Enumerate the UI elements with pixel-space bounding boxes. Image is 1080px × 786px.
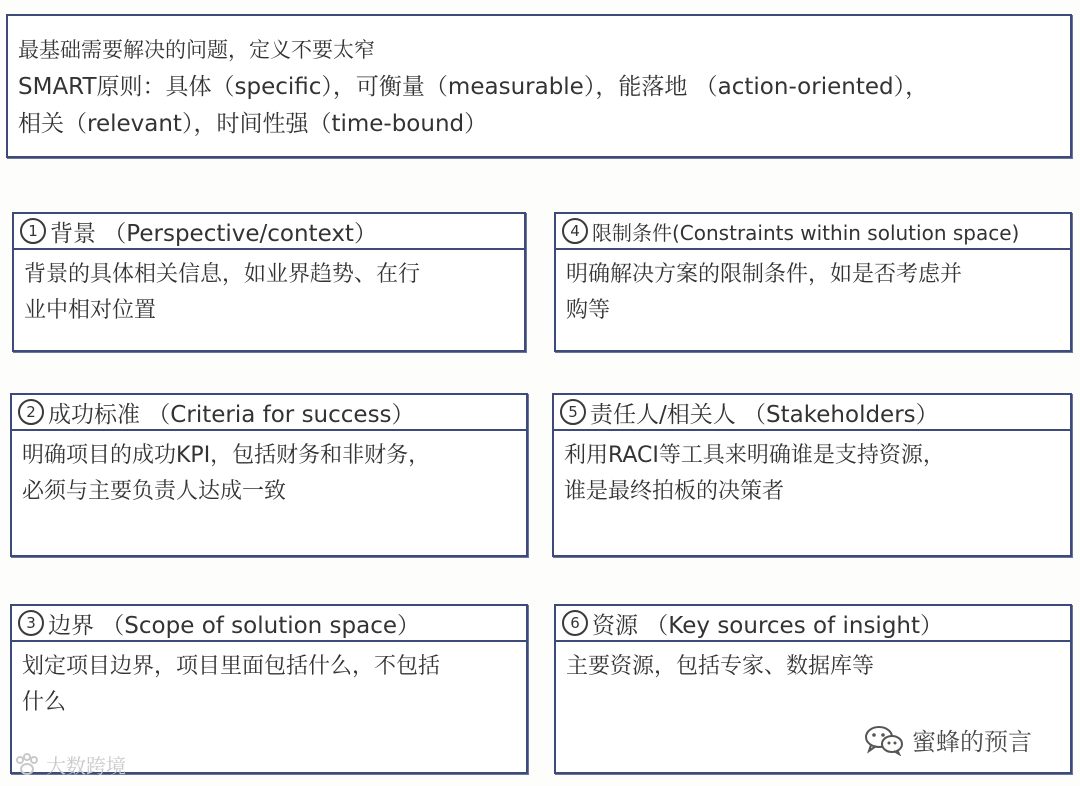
circled-number: 2 — [18, 399, 44, 425]
header-line-1: 最基础需要解决的问题，定义不要太窄 — [18, 38, 375, 62]
circled-number: 5 — [560, 399, 586, 425]
card-title: 成功标准 （Criteria for success） — [48, 401, 415, 428]
card-title: 资源 （Key sources of insight） — [592, 612, 944, 639]
card-body-line: 明确项目的成功KPI，包括财务和非财务， — [22, 443, 431, 468]
card-header — [12, 395, 526, 431]
card-title: 背景 （Perspective/context） — [50, 220, 377, 247]
card-body — [556, 250, 1070, 329]
card-body — [12, 431, 526, 510]
card-body-line: 利用RACI等工具来明确谁是支持资源， — [564, 443, 945, 468]
header-line-2: SMART原则：具体（specific），可衡量（measurable），能落地 （action-oriented）， — [18, 74, 929, 100]
card-body — [556, 642, 1070, 685]
card-constraints — [554, 212, 1072, 352]
card-stakeholders — [552, 393, 1072, 557]
card-title: 限制条件(Constraints within solution space) — [592, 220, 1020, 245]
card-title: 边界 （Scope of solution space） — [48, 612, 421, 639]
card-body-line: 背景的具体相关信息，如业界趋势、在行 — [24, 262, 421, 287]
watermark-left-text: 大数跨境 — [46, 754, 126, 778]
card-scope — [10, 604, 528, 774]
watermark-left — [14, 750, 126, 779]
card-title: 责任人/相关人 （Stakeholders） — [590, 401, 939, 428]
watermark-right — [864, 722, 1032, 757]
circled-number: 3 — [18, 610, 44, 636]
circled-number: 4 — [562, 218, 588, 244]
circled-number: 1 — [20, 218, 46, 244]
card-perspective — [12, 212, 526, 352]
header-line-3: 相关（relevant），时间性强（time-bound） — [18, 111, 488, 137]
card-header — [556, 214, 1070, 250]
card-body-line: 主要资源，包括专家、数据库等 — [566, 654, 875, 679]
paw-icon — [14, 753, 40, 777]
card-body-line: 谁是最终拍板的决策者 — [564, 479, 785, 504]
card-body — [554, 431, 1070, 510]
card-body-line: 业中相对位置 — [24, 298, 157, 323]
card-body-line: 明确解决方案的限制条件，如是否考虑并 — [566, 262, 963, 287]
card-header — [12, 606, 526, 642]
card-body-line: 必须与主要负责人达成一致 — [22, 479, 287, 504]
card-header — [554, 395, 1070, 431]
smart-principle-box — [6, 14, 1072, 158]
circled-number: 6 — [562, 610, 588, 636]
watermark-right-text: 蜜蜂的预言 — [912, 728, 1032, 756]
card-success-criteria — [10, 393, 528, 557]
card-body — [14, 250, 524, 329]
card-header — [14, 214, 524, 250]
card-body-line: 划定项目边界，项目里面包括什么，不包括 — [22, 654, 441, 679]
card-body — [12, 642, 526, 721]
card-body-line: 什么 — [22, 690, 67, 715]
wechat-icon — [864, 724, 904, 756]
card-body-line: 购等 — [566, 298, 611, 323]
card-header — [556, 606, 1070, 642]
